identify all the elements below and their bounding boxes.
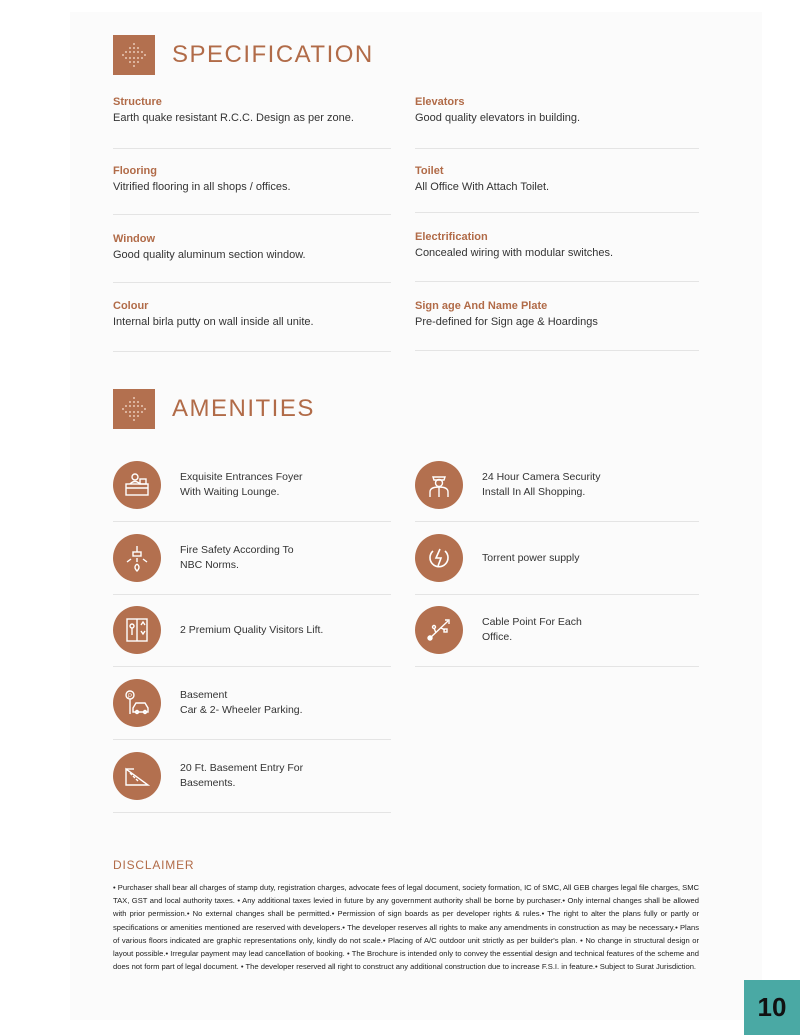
spec-value: Good quality aluminum section window. [113, 249, 306, 261]
spec-label: Sign age And Name Plate [415, 300, 548, 312]
section-title: AMENITIES [172, 395, 315, 422]
spec-item [113, 96, 391, 149]
amenity-item [113, 522, 391, 595]
spec-label: Elevators [415, 96, 465, 108]
spec-item [113, 233, 391, 283]
amenity-text: Fire Safety According To NBC Norms. [180, 544, 294, 571]
spec-value: Pre-defined for Sign age & Hoardings [415, 316, 598, 328]
spec-label: Flooring [113, 165, 157, 177]
spec-item [113, 300, 391, 352]
spec-item [415, 231, 699, 282]
amenity-text: Exquisite Entrances Foyer With Waiting Lounge. [180, 471, 303, 498]
amenity-item [415, 449, 699, 522]
page-number: 10 [744, 980, 800, 1035]
amenity-item [113, 594, 391, 667]
amenity-text: Cable Point For Each Office. [482, 616, 582, 643]
amenity-item [113, 449, 391, 522]
amenity-item [113, 667, 391, 740]
pattern-logo-icon [113, 35, 155, 75]
disclaimer-text: • Purchaser shall bear all charges of stamp duty, registration charges, advocate fees of legal document, society formation, IC of SMC, All GEB charges legal file charges, SMC TAX, GST and local authority taxes. • Any additional taxes levied in future by any government authority shall be borne by purchaser.• Only internal changes shall be allowed with prior permission.• No external changes shall be permitted.• Permission of sign boards as per developer rights & rules.• The right to alter the plans fully or partly or specifications or amenities mentioned are reserved with developers.• The developer reserves all rights to make any amendments in construction as may be necessary.• Plans of various floors indicated are graphic representations only, kindly do not scale.• Placing of A/C outdoor unit strictly as per builder's plan. • No change in structural design or layout possible.• Irregular payment may lead cancellation of booking. • The Brochure is intended only to convey the essential design and technical features of the scheme and does not form part of legal document. • The developer reserved all right to construct any additional construction due to increase F.S.I. in feature.• Subject to Surat Jurisdiction. [113, 883, 699, 972]
amenity-item [113, 740, 391, 813]
spec-label: Structure [113, 96, 162, 108]
usb-cable-icon [415, 606, 463, 654]
amenity-text: Torrent power supply [482, 551, 580, 564]
amenities-header [113, 389, 315, 429]
svg-text:P: P [128, 694, 133, 700]
spec-label: Electrification [415, 231, 488, 243]
spec-item [113, 165, 391, 215]
fire-sprinkler-icon [113, 534, 161, 582]
amenity-text: 20 Ft. Basement Entry For Basements. [180, 762, 304, 789]
specification-header [113, 35, 374, 75]
spec-label: Colour [113, 300, 149, 312]
lift-icon [113, 606, 161, 654]
pattern-logo-icon [113, 389, 155, 429]
reception-desk-icon [113, 461, 161, 509]
parking-icon [113, 679, 161, 727]
spec-item [415, 300, 699, 351]
disclaimer-title: DISCLAIMER [113, 858, 195, 872]
spec-item [415, 96, 699, 149]
section-title: SPECIFICATION [172, 41, 374, 68]
amenity-text: 2 Premium Quality Visitors Lift. [180, 623, 324, 636]
amenity-item [415, 594, 699, 667]
ramp-icon [113, 752, 161, 800]
security-guard-icon [415, 461, 463, 509]
spec-label: Window [113, 233, 156, 245]
amenity-text: 24 Hour Camera Security Install In All Shopping. [482, 471, 601, 498]
spec-item [415, 165, 699, 213]
spec-value: Internal birla putty on wall inside all unite. [113, 316, 314, 328]
spec-label: Toilet [415, 165, 444, 177]
spec-value: All Office With Attach Toilet. [415, 181, 550, 193]
spec-value: Concealed wiring with modular switches. [415, 247, 614, 259]
spec-value: Good quality elevators in building. [415, 112, 581, 124]
amenity-text: Basement Car & 2- Wheeler Parking. [180, 689, 303, 716]
spec-value: Earth quake resistant R.C.C. Design as per zone. [113, 112, 354, 124]
amenity-item [415, 522, 699, 595]
power-icon [415, 534, 463, 582]
spec-value: Vitrified flooring in all shops / offices. [113, 181, 291, 193]
